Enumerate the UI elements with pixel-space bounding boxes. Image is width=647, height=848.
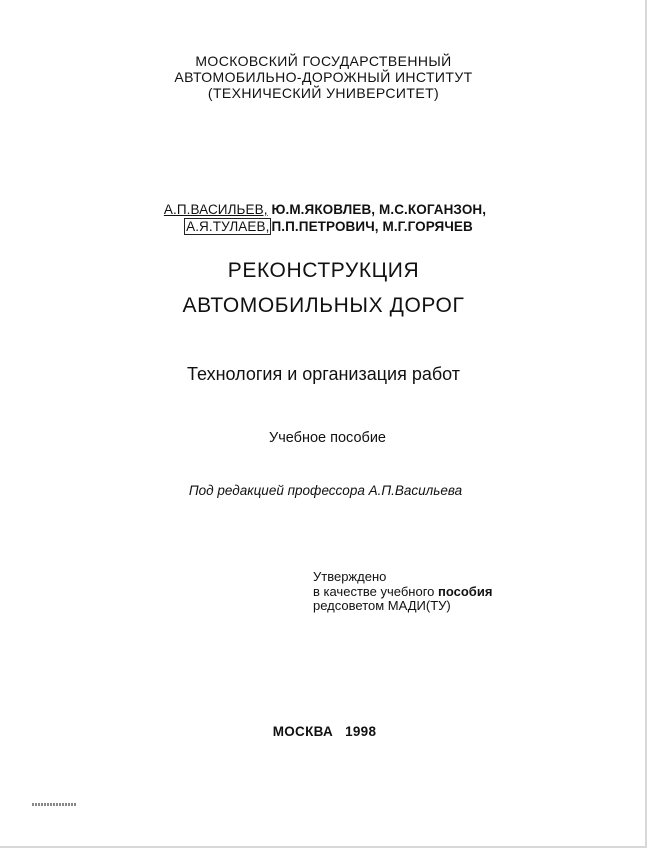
authors-line-1-rest: Ю.М.ЯКОВЛЕВ, М.С.КОГАНЗОН, [267, 202, 487, 217]
book-title-line-1: РЕКОНСТРУКЦИЯ [227, 259, 420, 282]
author-tulaev-boxed: А.Я.ТУЛАЕВ, [186, 219, 270, 234]
author-vasiliev: А.П.ВАСИЛЬЕВ, [163, 202, 268, 217]
publication-kind: Учебное пособие [269, 430, 386, 446]
institute-name-line-2: АВТОМОБИЛЬНО-ДОРОЖНЫЙ ИНСТИТУТ [174, 69, 473, 85]
imprint [0, 723, 647, 740]
institute-name-line-3: (ТЕХНИЧЕСКИЙ УНИВЕРСИТЕТ) [207, 85, 440, 101]
authors-line-1 [0, 201, 647, 218]
book-subtitle: Технология и организация работ [186, 364, 461, 384]
approval-line-2: в качестве учебного пособия [313, 583, 493, 599]
institute-name-line-1: МОСКОВСКИЙ ГОСУДАРСТВЕННЫЙ [195, 53, 452, 69]
book-title-line-2: АВТОМОБИЛЬНЫХ ДОРОГ [182, 294, 465, 317]
imprint-year: 1998 [345, 724, 377, 739]
authors-line-2 [0, 218, 647, 235]
approval-line-3: редсоветом МАДИ(ТУ) [313, 598, 451, 613]
imprint-city: МОСКВА [272, 724, 334, 739]
approval-note [313, 570, 492, 614]
authors-line-2-rest: П.П.ПЕТРОВИЧ, М.Г.ГОРЯЧЕВ [271, 219, 473, 234]
approval-line-1: Утверждено [313, 569, 387, 584]
editor-credit: Под редакцией профессора А.П.Васильева [188, 483, 463, 498]
scan-mark [32, 803, 76, 806]
